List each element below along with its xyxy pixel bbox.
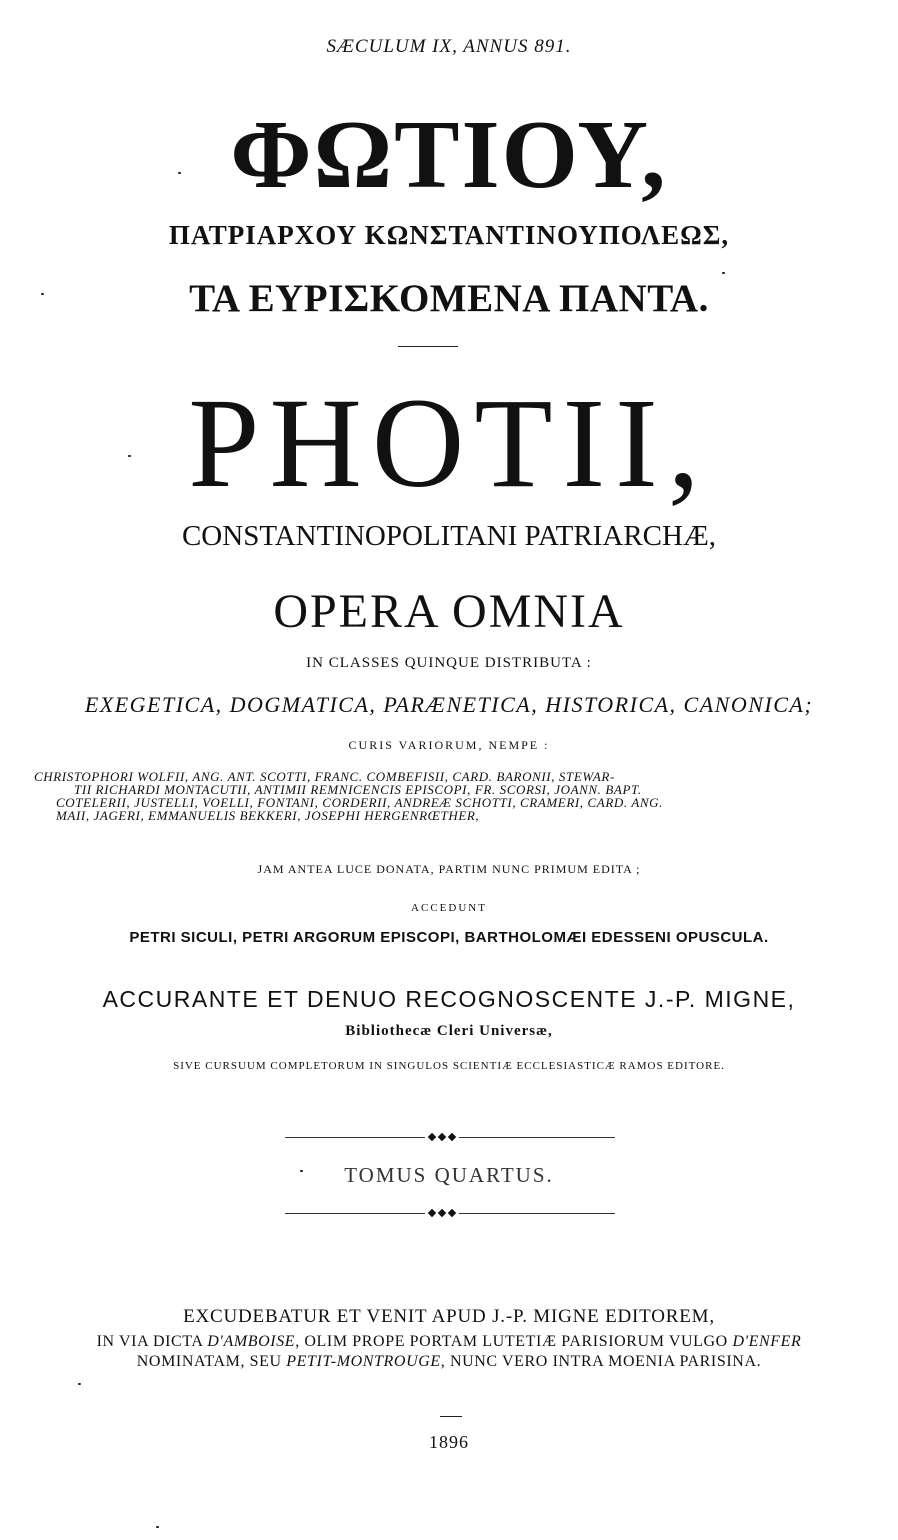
distribution-line: IN CLASSES QUINQUE DISTRIBUTA :: [306, 655, 592, 671]
imprint-olim: , OLIM PROPE PORTAM LUTETIÆ PARISIORUM VULGO: [295, 1333, 733, 1350]
imprint-montrouge: PETIT-MONTROUGE: [286, 1353, 441, 1370]
greek-name: ΦΩΤΙΟΥ,: [230, 101, 668, 209]
accedunt-line: ACCEDUNT: [411, 902, 487, 914]
editors-list: [34, 770, 870, 822]
classes-line: EXEGETICA, DOGMATICA, PARÆNETICA, HISTORICA, CANONICA;: [84, 692, 814, 717]
imprint-line-3: [0, 1353, 898, 1371]
title-rule: [398, 346, 458, 347]
speck: [41, 293, 44, 295]
antea-line: JAM ANTEA LUCE DONATA, PARTIM NUNC PRIMUM EDITA ;: [257, 862, 641, 876]
imprint-nominatam: NOMINATAM, SEU: [136, 1353, 287, 1370]
latin-subtitle: CONSTANTINOPOLITANI PATRIARCHÆ,: [181, 520, 717, 552]
editors-line-2: TII RICHARDI MONTACUTII, ANTIMII REMNICENCIS EPISCOPI, FR. SCORSI, JOANN. BAPT.: [74, 782, 642, 797]
cursuum-line: SIVE CURSUUM COMPLETORUM IN SINGULOS SCIENTIÆ ECCLESIASTICÆ RAMOS EDITORE.: [173, 1060, 725, 1072]
speck: [178, 172, 181, 174]
greek-subtitle: ΠΑΤΡΙΑΡΧΟΥ ΚΩΝΣΤΑΝΤΙΝΟΥΠΟΛΕΩΣ,: [168, 220, 730, 250]
imprint-line-2: [0, 1333, 898, 1351]
speck: [156, 1526, 159, 1528]
year-line: 1896: [429, 1432, 469, 1452]
imprint-amboise: D'AMBOISE: [207, 1333, 296, 1350]
editors-line-1: CHRISTOPHORI WOLFII, ANG. ANT. SCOTTI, FRANC. COMBEFISII, CARD. BARONII, STEWAR-: [34, 769, 615, 784]
accurante-line: ACCURANTE ET DENUO RECOGNOSCENTE J.-P. MIGNE,: [102, 986, 796, 1012]
speck: [722, 272, 725, 274]
speck: [78, 1383, 81, 1385]
tomus-line: TOMUS QUARTUS.: [344, 1163, 554, 1187]
speck: [300, 1170, 303, 1172]
bibliotheca-line: Bibliothecæ Cleri Universæ,: [345, 1023, 553, 1039]
editors-line-4: MAII, JAGERI, EMMANUELIS BEKKERI, JOSEPHI HERGENRŒTHER,: [56, 808, 480, 823]
curis-line: CURIS VARIORUM, NEMPE :: [348, 738, 550, 752]
latin-name: PHOTII,: [188, 372, 710, 514]
opuscula-line: PETRI SICULI, PETRI ARGORUM EPISCOPI, BARTHOLOMÆI EDESSENI OPUSCULA.: [129, 929, 769, 946]
ornament-rule-bottom: [285, 1208, 615, 1220]
greek-works: ΤΑ ΕΥΡΙΣΚΟΜΕΝΑ ΠΑΝΤΑ.: [189, 277, 709, 320]
speck: [128, 455, 131, 457]
imprint-line-1: EXCUDEBATUR ET VENIT APUD J.-P. MIGNE EDITOREM,: [183, 1306, 715, 1327]
imprint-nunc: , NUNC VERO INTRA MOENIA PARISINA.: [440, 1353, 762, 1370]
year-rule: [440, 1416, 462, 1417]
imprint-enfer: D'ENFER: [732, 1333, 802, 1350]
ornament-rule-top: [285, 1132, 615, 1144]
imprint-via: IN VIA DICTA: [96, 1333, 208, 1350]
saeculum-line: SÆCULUM IX, ANNUS 891.: [326, 36, 572, 57]
editors-line-3: COTELERII, JUSTELLI, VOELLI, FONTANI, CORDERII, ANDREÆ SCHOTTI, CRAMERI, CARD. ANG.: [56, 795, 663, 810]
latin-works: OPERA OMNIA: [273, 585, 625, 638]
